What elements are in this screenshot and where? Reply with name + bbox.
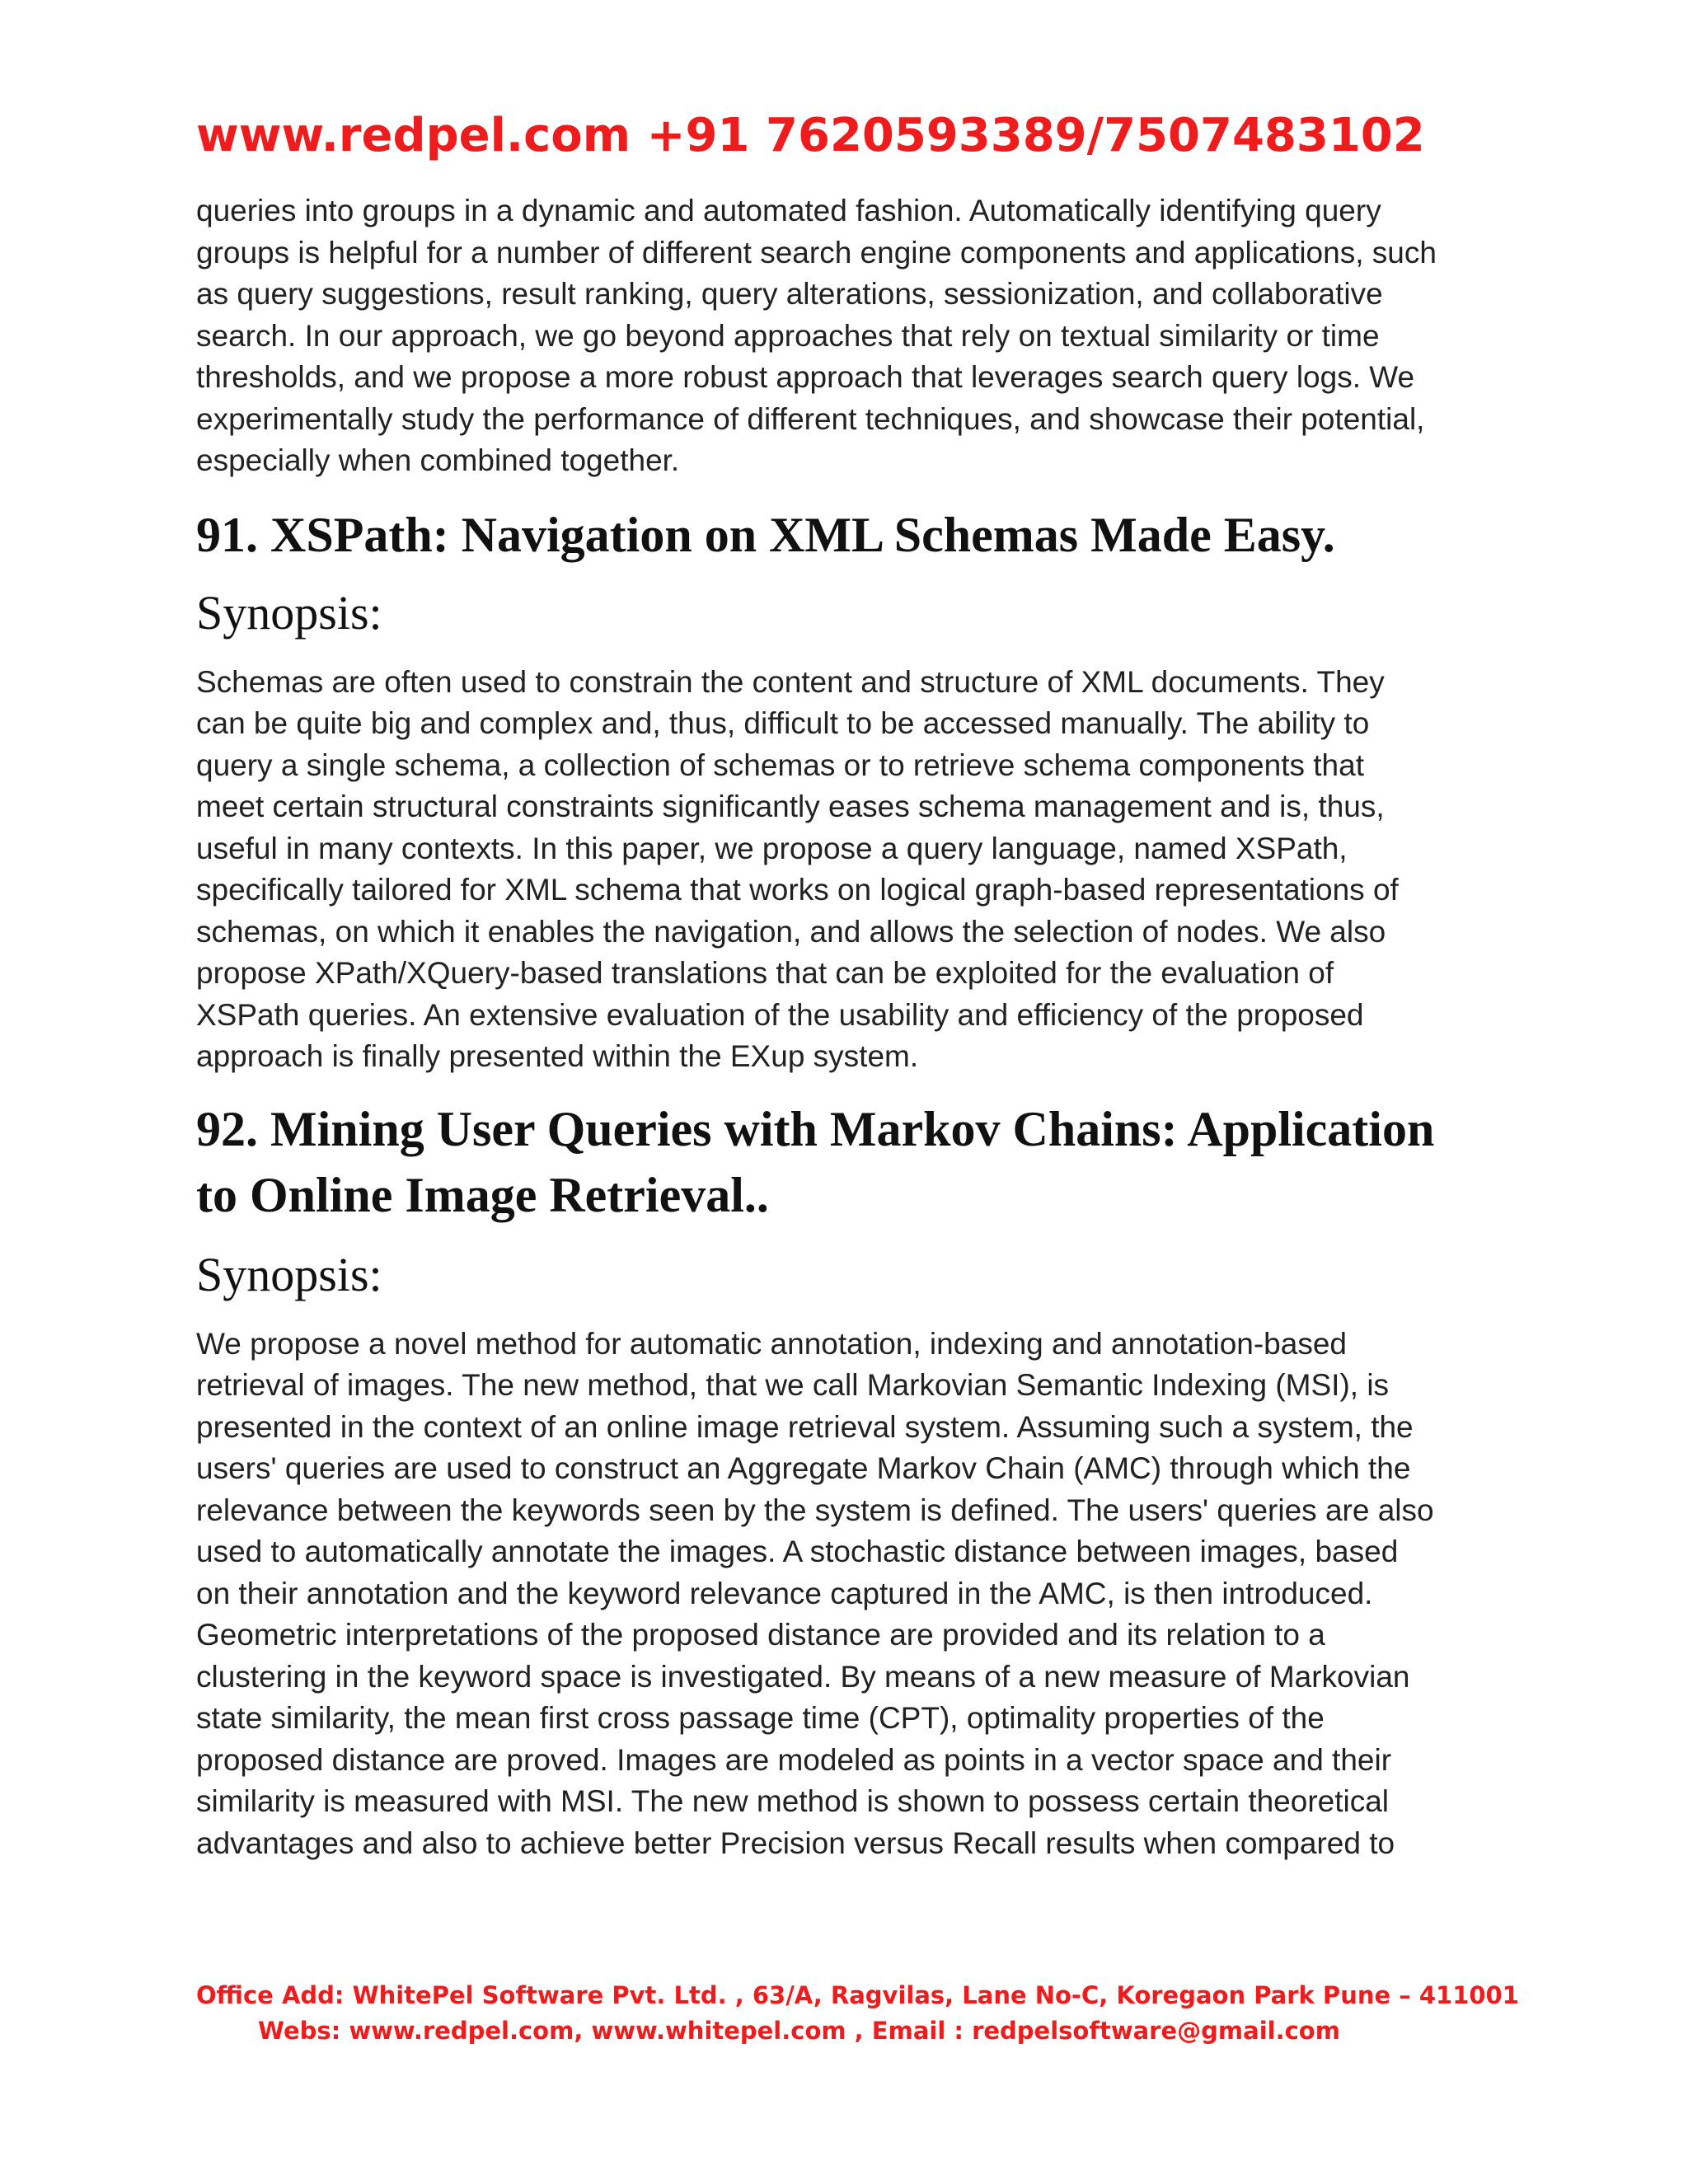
- text-line: especially when combined together.: [196, 443, 680, 477]
- section-92-synopsis-label: Synopsis:: [196, 1247, 382, 1301]
- text-line: query a single schema, a collection of schemas or to retrieve schema components that: [196, 748, 1364, 782]
- section-91-title: [196, 502, 1507, 568]
- text-line: XSPath queries. An extensive evaluation of the usability and efficiency of the proposed: [196, 997, 1364, 1032]
- text-line: clustering in the keyword space is investigated. By means of a new measure of Markovian: [196, 1659, 1410, 1694]
- page-header: www.redpel.com +91 7620593389/7507483102: [196, 109, 1425, 162]
- text-line: propose XPath/XQuery-based translations that can be exploited for the evaluation of: [196, 956, 1334, 990]
- text-line: schemas, on which it enables the navigation, and allows the selection of nodes. We also: [196, 914, 1386, 949]
- text-line: proposed distance are proved. Images are modeled as points in a vector space and their: [196, 1742, 1392, 1777]
- text-line: Geometric interpretations of the proposed distance are provided and its relation to a: [196, 1618, 1325, 1652]
- text-line: We propose a novel method for automatic annotation, indexing and annotation-based: [196, 1326, 1347, 1361]
- text-line: useful in many contexts. In this paper, we propose a query language, named XSPath,: [196, 831, 1348, 865]
- section-91-synopsis-label: Synopsis:: [196, 585, 382, 640]
- section-92-body: [196, 1324, 1507, 1865]
- text-line: approach is finally presented within the EXup system.: [196, 1039, 919, 1073]
- title-line: 91. XSPath: Navigation on XML Schemas Made Easy.: [196, 507, 1335, 562]
- text-line: Schemas are often used to constrain the content and structure of XML documents. They: [196, 664, 1385, 699]
- text-line: search. In our approach, we go beyond approaches that rely on textual similarity or time: [196, 318, 1380, 353]
- title-line: 92. Mining User Queries with Markov Chains: Application: [196, 1101, 1435, 1156]
- text-line: similarity is measured with MSI. The new method is shown to possess certain theoretical: [196, 1784, 1390, 1818]
- text-line: experimentally study the performance of different techniques, and showcase their potential,: [196, 401, 1425, 436]
- text-line: used to automatically annotate the images. A stochastic distance between images, based: [196, 1535, 1399, 1568]
- page-footer: [196, 1978, 1531, 2049]
- text-line: users' queries are used to construct an Aggregate Markov Chain (AMC) through which the: [196, 1451, 1411, 1485]
- text-line: groups is helpful for a number of different search engine components and applications, such: [196, 235, 1437, 269]
- text-line: retrieval of images. The new method, that we call Markovian Semantic Indexing (MSI), is: [196, 1368, 1390, 1402]
- title-line: to Online Image Retrieval..: [196, 1167, 769, 1222]
- text-line: meet certain structural constraints significantly eases schema management and is, thus,: [196, 790, 1385, 823]
- page-content: [196, 190, 1507, 1864]
- text-line: queries into groups in a dynamic and automated fashion. Automatically identifying query: [196, 194, 1381, 227]
- text-line: presented in the context of an online image retrieval system. Assuming such a system, the: [196, 1409, 1414, 1444]
- footer-websites: Webs: www.redpel.com, www.whitepel.com , Email : redpelsoftware@gmail.com: [258, 2017, 1340, 2045]
- text-line: specifically tailored for XML schema that works on logical graph-based representations of: [196, 873, 1399, 907]
- text-line: relevance between the keywords seen by the system is defined. The users' queries are also: [196, 1493, 1434, 1527]
- text-line: on their annotation and the keyword relevance captured in the AMC, is then introduced.: [196, 1576, 1373, 1610]
- text-line: state similarity, the mean first cross passage time (CPT), optimality properties of the: [196, 1701, 1325, 1735]
- section-91-body: [196, 662, 1507, 1078]
- text-line: thresholds, and we propose a more robust approach that leverages search query logs. We: [196, 360, 1415, 394]
- footer-address: Office Add: WhitePel Software Pvt. Ltd. , 63/A, Ragvilas, Lane No-C, Koregaon Park Pune – 411001: [196, 1981, 1519, 2009]
- text-line: advantages and also to achieve better Precision versus Recall results when compared to: [196, 1825, 1395, 1860]
- text-line: as query suggestions, result ranking, query alterations, sessionization, and collaborative: [196, 277, 1383, 311]
- section-92-title: [196, 1096, 1507, 1228]
- text-line: can be quite big and complex and, thus, difficult to be accessed manually. The ability to: [196, 706, 1370, 740]
- intro-paragraph: [196, 190, 1507, 482]
